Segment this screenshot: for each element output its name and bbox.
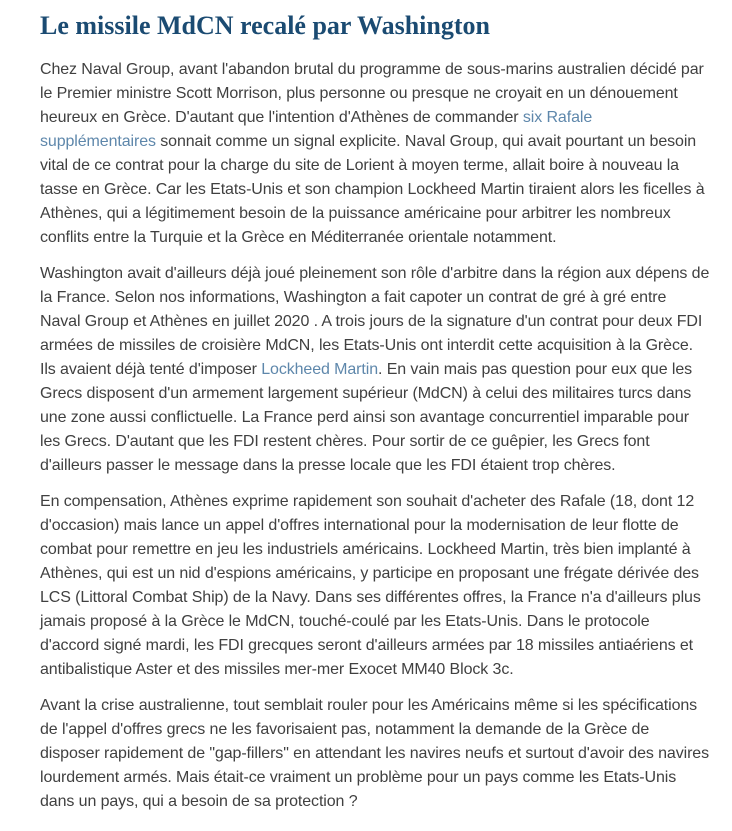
article-paragraph xyxy=(40,490,710,682)
inline-link[interactable]: six Rafale supplémentaires xyxy=(40,109,593,150)
paragraph-text: Washington avait d'ailleurs déjà joué pleinement son rôle d'arbitre dans la région aux dépens de la France. Selon nos informations, Washington a fait capoter un contrat de gré à gré entre Naval Group et Athènes en juillet 2020 . A trois jours de la signature d'un contrat pour deux FDI armées de missiles de croisière MdCN, les Etats-Unis ont interdit cette acquisition à la Grèce. Ils avaient déjà tenté d'imposer xyxy=(40,265,710,378)
article-title: Le missile MdCN recalé par Washington xyxy=(40,11,490,40)
article-body xyxy=(40,58,710,814)
article-paragraph xyxy=(40,58,710,250)
paragraph-text: En compensation, Athènes exprime rapidement son souhait d'acheter des Rafale (18, dont 12 d'occasion) mais lance un appel d'offres international pour la modernisation de leur flotte de combat pour remettre en jeu les industriels américains. Lockheed Martin, très bien implanté à Athènes, qui est un nid d'espions américains, y participe en proposant une frégate dérivée des LCS (Littoral Combat Ship) de la Navy. Dans ses différentes offres, la France n'a d'ailleurs plus jamais proposé à la Grèce le MdCN, touché-coulé par les Etats-Unis. Dans le protocole d'accord signé mardi, les FDI grecques seront d'ailleurs armées par 18 missiles antiaériens et antibalistique Aster et des missiles mer-mer Exocet MM40 Block 3c. xyxy=(40,493,701,678)
article-paragraph xyxy=(40,262,710,478)
paragraph-text: Avant la crise australienne, tout semblait rouler pour les Américains même si les spécifications de l'appel d'offres grecs ne les favorisaient pas, notamment la demande de la Grèce de disposer rapidement de "gap-fillers" en attendant les navires neufs et surtout d'avoir des navires lourdement armés. Mais était-ce vraiment un problème pour un pays comme les Etats-Unis dans un pays, qui a besoin de sa protection ? xyxy=(40,697,709,810)
paragraph-text: sonnait comme un signal explicite. Naval Group, qui avait pourtant un besoin vital de ce contrat pour la charge du site de Lorient à moyen terme, allait boire à nouveau la tasse en Grèce. Car les Etats-Unis et son champion Lockheed Martin tiraient alors les ficelles à Athènes, qui a légitimement besoin de la puissance américaine pour arbitrer les nombreux conflits entre la Turquie et la Grèce en Méditerranée orientale notamment. xyxy=(40,133,705,246)
inline-link[interactable]: Lockheed Martin xyxy=(261,361,379,378)
article-paragraph xyxy=(40,694,710,814)
paragraph-text: . En vain mais pas question pour eux que les Grecs disposent d'un armement largement supérieur (MdCN) à celui des militaires turcs dans une zone aussi conflictuelle. La France perd ainsi son avantage concurrentiel imparable pour les Grecs. D'autant que les FDI restent chères. Pour sortir de ce guêpier, les Grecs font d'ailleurs passer le message dans la presse locale que les FDI étaient trop chères. xyxy=(40,361,693,474)
paragraph-text: Chez Naval Group, avant l'abandon brutal du programme de sous-marins australien décidé par le Premier ministre Scott Morrison, plus personne ou presque ne croyait en un dénouement heureux en Grèce. D'autant que l'intention d'Athènes de commander xyxy=(40,61,704,126)
